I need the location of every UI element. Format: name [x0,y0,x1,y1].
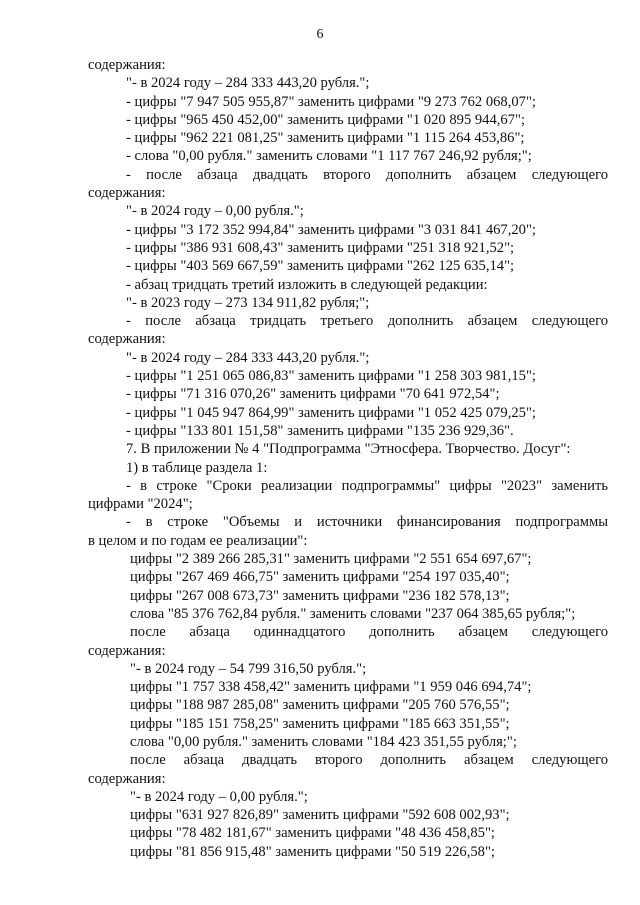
text-line: цифры "631 927 826,89" заменить цифрами "592 608 002,93"; [130,807,510,824]
text-line: - цифры "133 801 151,58" заменить цифрами "135 236 929,36". [126,422,514,439]
text-line: "- в 2024 году – 0,00 рубля."; [126,203,304,220]
text-line: цифры "1 757 338 458,42" заменить цифрами "1 959 046 694,74"; [130,679,532,696]
text-line: - цифры "1 045 947 864,99" заменить цифрами "1 052 425 079,25"; [126,404,536,421]
text-line: слова "0,00 рубля." заменить словами "184 423 351,55 рубля;"; [130,733,517,750]
text-line: - цифры "965 450 452,00" заменить цифрами "1 020 895 944,67"; [126,111,526,128]
text-line: "- в 2024 году – 284 333 443,20 рубля."; [126,75,370,92]
text-line: содержания: [88,642,166,659]
text-line: цифрами "2024"; [88,496,193,513]
text-line: - цифры "7 947 505 955,87" заменить цифрами "9 273 762 068,07"; [126,93,536,110]
text-line: цифры "81 856 915,48" заменить цифрами "50 519 226,58"; [130,843,495,860]
text-line: - цифры "403 569 667,59" заменить цифрами "262 125 635,14"; [126,258,515,275]
text-line: - в строке "Сроки реализации подпрограммы" цифры "2023" заменить [126,477,608,494]
text-line: содержания: [88,57,166,73]
text-line: - после абзаца тридцать третьего дополнить абзацем следующего [126,313,608,330]
text-line: 1) в таблице раздела 1: [126,459,268,476]
text-line: - цифры "71 316 070,26" заменить цифрами "70 641 972,54"; [126,386,500,403]
text-line: - цифры "3 172 352 994,84" заменить цифрами "3 031 841 467,20"; [126,221,536,238]
text-line: - после абзаца двадцать второго дополнить абзацем следующего [126,166,608,183]
text-line: цифры "185 151 758,25" заменить цифрами "185 663 351,55"; [130,715,510,732]
text-line: после абзаца одиннадцатого дополнить абзацем следующего [130,624,608,641]
text-line: "- в 2024 году – 0,00 рубля."; [130,788,308,805]
text-line: цифры "188 987 285,08" заменить цифрами "205 760 576,55"; [130,697,510,714]
text-line: содержания: [88,185,166,202]
text-line: - цифры "962 221 081,25" заменить цифрами "1 115 264 453,86"; [126,130,525,147]
text-line: содержания: [88,331,166,348]
text-line: - в строке "Объемы и источники финансирования подпрограммы [126,514,608,531]
document-body [88,56,608,861]
text-line: слова "85 376 762,84 рубля." заменить словами "237 064 385,65 рубля;"; [130,605,576,622]
text-line: - слова "0,00 рубля." заменить словами "1 117 767 246,92 рубля;"; [126,148,532,165]
text-line: 7. В приложении № 4 "Подпрограмма "Этносфера. Творчество. Досуг": [126,441,571,458]
text-line: после абзаца двадцать второго дополнить абзацем следующего [130,752,608,769]
text-line: цифры "267 008 673,73" заменить цифрами "236 182 578,13"; [130,587,510,604]
text-line: - цифры "1 251 065 086,83" заменить цифрами "1 258 303 981,15"; [126,368,536,385]
text-line: - абзац тридцать третий изложить в следующей редакции: [126,276,488,293]
text-line: цифры "2 389 266 285,31" заменить цифрами "2 551 654 697,67"; [130,551,532,568]
text-line: содержания: [88,770,166,787]
page-number: 6 [316,27,324,42]
text-line: цифры "267 469 466,75" заменить цифрами "254 197 035,40"; [130,569,510,586]
text-line: "- в 2024 году – 54 799 316,50 рубля."; [130,660,367,677]
text-line: в целом и по годам ее реализации": [88,532,308,549]
text-line: цифры "78 482 181,67" заменить цифрами "48 436 458,85"; [130,825,495,842]
text-line: "- в 2024 году – 284 333 443,20 рубля."; [126,349,370,366]
text-line: - цифры "386 931 608,43" заменить цифрами "251 318 921,52"; [126,239,515,256]
text-line: "- в 2023 году – 273 134 911,82 рубля;"; [126,294,370,311]
